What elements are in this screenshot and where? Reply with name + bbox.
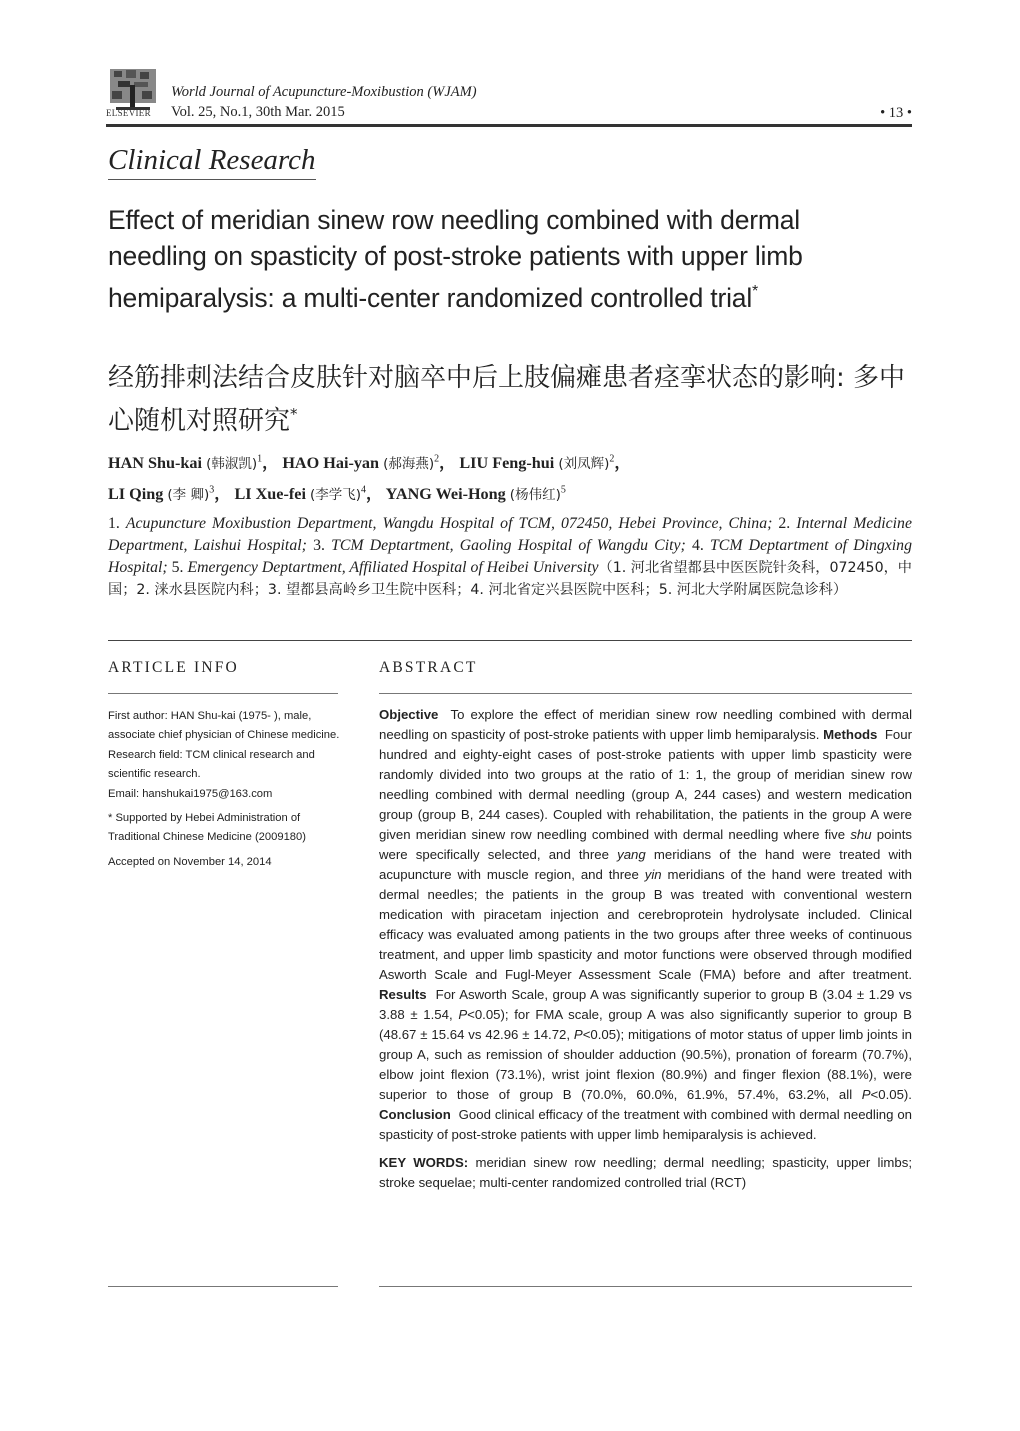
title-english: [108, 203, 868, 317]
author-list: [108, 447, 918, 508]
journal-name: World Journal of Acupuncture-Moxibustion (WJAM): [171, 84, 477, 100]
author: HAO Hai-yan (郝海燕)$^2$，: [282, 454, 456, 473]
section-label: Clinical Research: [108, 144, 316, 180]
author-email: Email: hanshukai1975@163.com: [108, 787, 273, 800]
abstract-text: Objective To explore the effect of meridian sinew row needling combined with dermal needling on spasticity of post-stroke patients with upper limb hemiparalysis. Methods Four hundred and eighty-eight cases of post-stroke patients with upper limb spasticity were randomly divided into two groups at the ratio of 1: 1, the group of meridian sinew row needling combined with dermal needling (group A, 244 cases) and western medication group (group B, 244 cases). Coupled with rehabilitation, the patients in the group A were given meridian sinew row needling combined with dermal needling where five shu points were specifically selected, and three yang meridians of the hand were treated with acupuncture with muscle region, and three yin meridians of the hand were treated with dermal needles; the patients in the group B was treated with conventional western medication with piracetam injection and cerebroprotein hydrolysate included. Clinical efficacy was evaluated among patients in the two groups after three weeks of continuous treatment, and upper limb spasticity and motor functions were observed through modified Asworth Scale and Fugl-Meyer Assessment Scale (FMA) before and after treatment. Results For Asworth Scale, group A was significantly superior to group B (3.04 ± 1.29 vs 3.88 ± 1.54, P<0.05); for FMA scale, group A was also significantly superior to group B (48.67 ± 15.64 vs 42.96 ± 14.72, P<0.05); mitigations of motor status of upper limb joints in group A, such as remission of shoulder adduction (90.5%), pronation of forearm (70.7%), elbow joint flexion (73.1%), wrist joint flexion (80.9%) and finger flexion (88.1%), were superior to those of group B (70.0%, 60.0%, 61.9%, 57.4%, 63.2%, all P<0.05). Conclusion Good clinical efficacy of the treatment with combined with dermal needling on spasticity of post-stroke patients with upper limb hemiparalysis is achieved.: [379, 707, 913, 1142]
author: LI Xue-fei (李学飞)$^4$，: [234, 484, 383, 503]
abstract-body: [379, 705, 912, 1193]
accepted-date: Accepted on November 14, 2014: [108, 855, 272, 868]
author: LI Qing (李 卿)$^3$，: [108, 484, 231, 503]
publisher-logo-text: ELSEVIER: [106, 108, 151, 118]
first-author-note: First author: HAN Shu-kai (1975- ), male, associate chief physician of Chinese medicine.: [108, 710, 340, 742]
affiliations: 1. Acupuncture Moxibustion Department, Wangdu Hospital of TCM, 072450, Hebei Province, China; 2. Internal Medicine Department, Laishui Hospital; 3. TCM Deptartment, Gaoling Hospital of Wangdu City; 4. TCM Deptartment of Dingxing Hospital; 5. Emergency Deptartment, Affiliated Hospital of Heibei University（1. 河北省望都县中医医院针灸科，072450，中国；2. 涞水县医院内科；3. 望都县高岭乡卫生院中医科；4. 河北省定兴县医院中医科；5. 河北大学附属医院急诊科）: [108, 515, 912, 598]
keywords: KEY WORDS: meridian sinew row needling; dermal needling; spasticity, upper limbs; stroke sequelae; multi-center randomized controlled trial (RCT): [379, 1155, 912, 1190]
funding-note: * Supported by Hebei Administration of Traditional Chinese Medicine (2009180): [108, 812, 306, 844]
article-info-heading: ARTICLE INFO: [108, 659, 239, 676]
title-chinese-footnote-mark: *: [290, 405, 298, 423]
title-chinese-text: 经筋排刺法结合皮肤针对脑卒中后上肢偏瘫患者痉挛状态的影响: 多中心随机对照研究: [108, 363, 906, 436]
divider: [108, 640, 912, 641]
abstract-heading: ABSTRACT: [379, 659, 478, 676]
page-number: • 13 •: [880, 105, 912, 121]
author: LIU Feng-hui (刘凤辉)$^2$，: [459, 454, 631, 473]
author: YANG Wei-Hong (杨伟红)$^5$: [385, 484, 566, 503]
divider: [108, 693, 338, 694]
divider: [108, 1286, 338, 1287]
title-english-footnote-mark: *: [752, 283, 759, 300]
divider: [379, 693, 912, 694]
title-chinese: [108, 360, 928, 439]
header-rule: [106, 124, 912, 127]
affiliations-chinese: （1. 河北省望都县中医医院针灸科，072450，中国；2. 涞水县医院内科；3. 望都县高岭乡卫生院中医科；4. 河北省定兴县医院中医科；5. 河北大学附属医院急诊科）: [108, 560, 912, 598]
journal-volume: Vol. 25, No.1, 30th Mar. 2015: [171, 104, 345, 120]
research-field-note: Research field: TCM clinical research and scientific research.: [108, 748, 315, 781]
divider: [379, 1286, 912, 1287]
title-english-text: Effect of meridian sinew row needling combined with dermal needling on spasticity of post-stroke patients with upper limb hemiparalysis: a multi-center randomized controlled trial: [108, 205, 803, 313]
author: HAN Shu-kai (韩淑凯)$^1$，: [108, 454, 279, 473]
article-info: [108, 707, 340, 872]
